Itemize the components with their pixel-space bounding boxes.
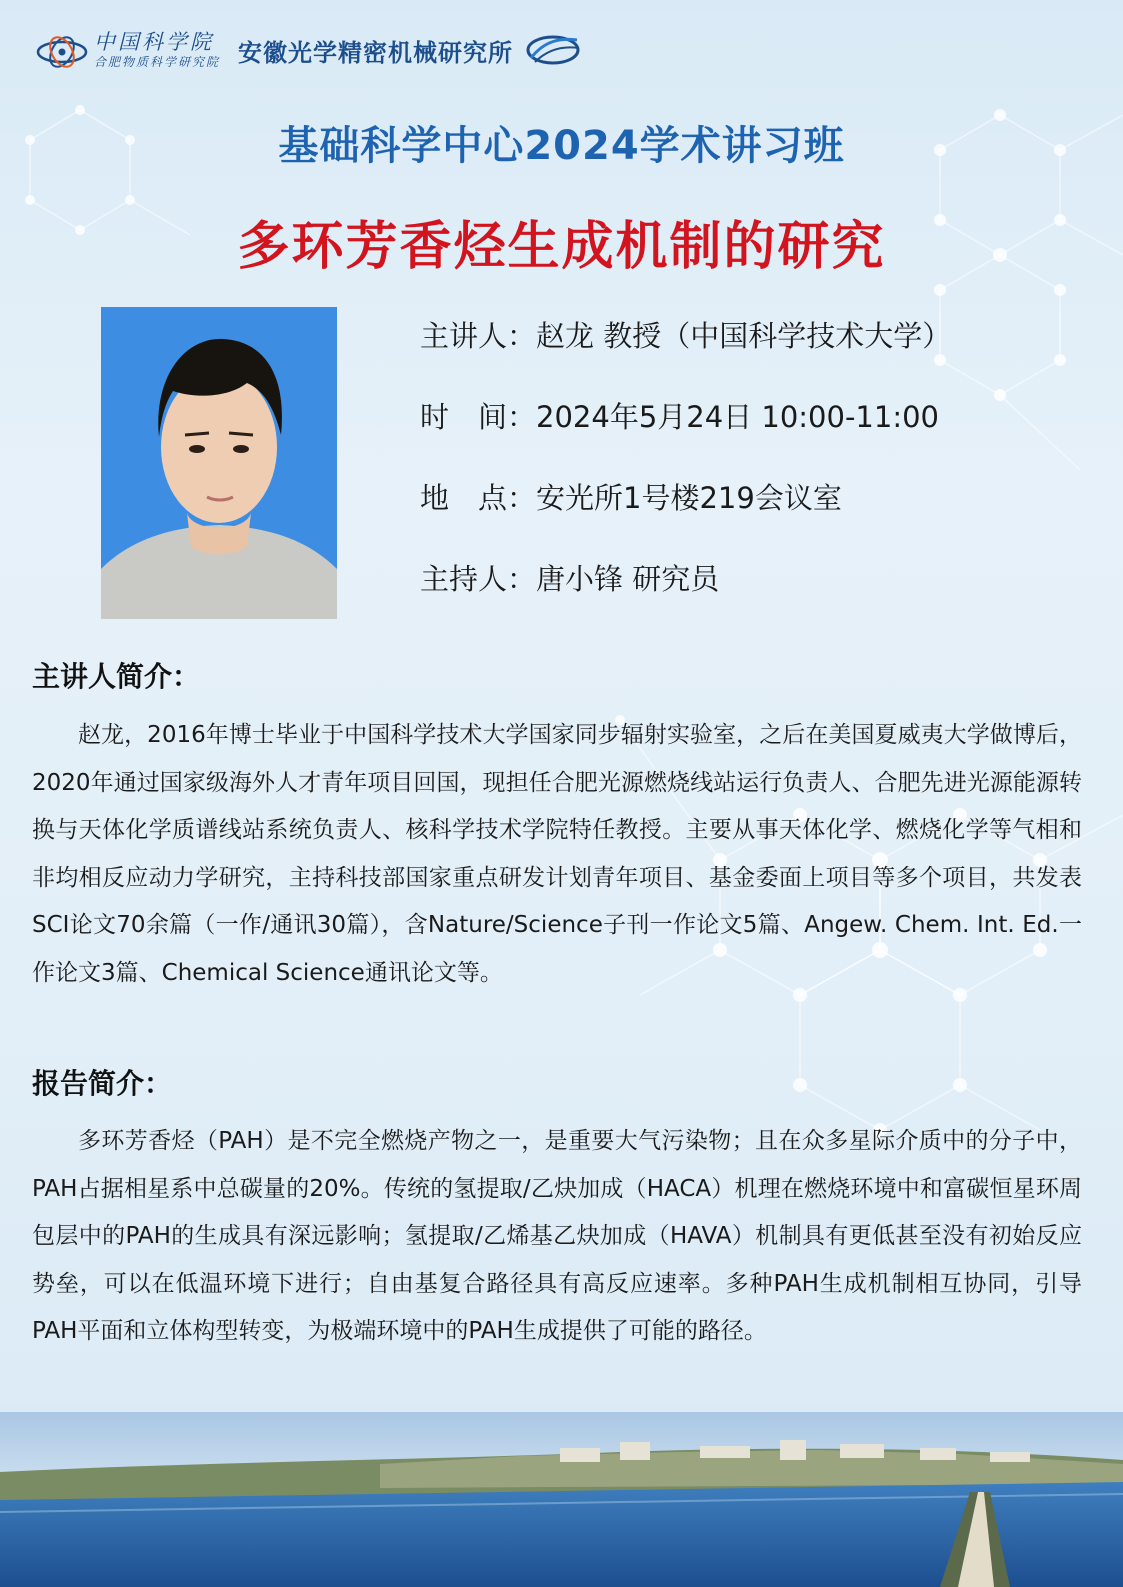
- info-label: 主持人：: [420, 562, 537, 596]
- info-value: 2024年5月24日 10:00-11:00: [536, 400, 939, 434]
- cas-emblem-icon: [36, 30, 88, 70]
- cas-subtitle: 合肥物质科学研究院: [94, 55, 221, 69]
- landscape-icon: [0, 1412, 1123, 1587]
- talk-info: [420, 310, 951, 634]
- info-value: 唐小锋 研究员: [536, 562, 720, 596]
- info-time: [420, 391, 951, 472]
- info-label: 时 间：: [420, 400, 537, 434]
- campus-landscape-photo: [0, 1412, 1123, 1587]
- speaker-portrait-icon: [101, 307, 337, 619]
- abstract-heading: 报告简介：: [32, 1067, 173, 1100]
- info-label: 主讲人：: [420, 319, 537, 353]
- speaker-photo: [101, 307, 337, 619]
- header: [36, 22, 581, 78]
- series-title: 基础科学中心2024学术讲习班: [278, 123, 845, 169]
- aiofm-logo-icon: [525, 30, 581, 70]
- institute-name: 安徽光学精密机械研究所: [238, 38, 514, 67]
- talk-title: 多环芳香烃生成机制的研究: [237, 217, 886, 277]
- cas-logo: [36, 30, 220, 70]
- abstract-paragraph: 多环芳香烃（PAH）是不完全燃烧产物之一，是重要大气污染物；且在众多星际介质中的分子中，PAH占据相星系中总碳量的20%。传统的氢提取/乙炔加成（HACA）机理在燃烧环境中和富碳恒星环周包层中的PAH的生成具有深远影响；氢提取/乙烯基乙炔加成（HAVA）机制具有更低甚至没有初始反应势垒，可以在低温环境下进行；自由基复合路径具有高反应速率。多种PAH生成机制相互协同，引导PAH平面和立体构型转变，为极端环境中的PAH生成提供了可能的路径。: [32, 1128, 1082, 1344]
- info-location: [420, 472, 951, 553]
- bio-paragraph: 赵龙，2016年博士毕业于中国科学技术大学国家同步辐射实验室，之后在美国夏威夷大学做博后，2020年通过国家级海外人才青年项目回国，现担任合肥光源燃烧线站运行负责人、合肥先进光源能源转换与天体化学质谱线站系统负责人、核科学技术学院特任教授。主要从事天体化学、燃烧化学等气相和非均相反应动力学研究，主持科技部国家重点研发计划青年项目、基金委面上项目等多个项目，共发表SCI论文70余篇（一作/通讯30篇），含Nature/Science子刊一作论文5篇、Angew. Chem. Int. Ed.一作论文3篇、Chemical Science通讯论文等。: [32, 722, 1082, 986]
- bio-heading: 主讲人简介：: [32, 660, 201, 693]
- info-host: [420, 553, 951, 634]
- info-value: 赵龙 教授（中国科学技术大学）: [536, 319, 952, 353]
- cas-name: 中国科学院: [94, 30, 214, 54]
- info-speaker: [420, 310, 951, 391]
- info-value: 安光所1号楼219会议室: [536, 481, 842, 515]
- info-label: 地 点：: [420, 481, 537, 515]
